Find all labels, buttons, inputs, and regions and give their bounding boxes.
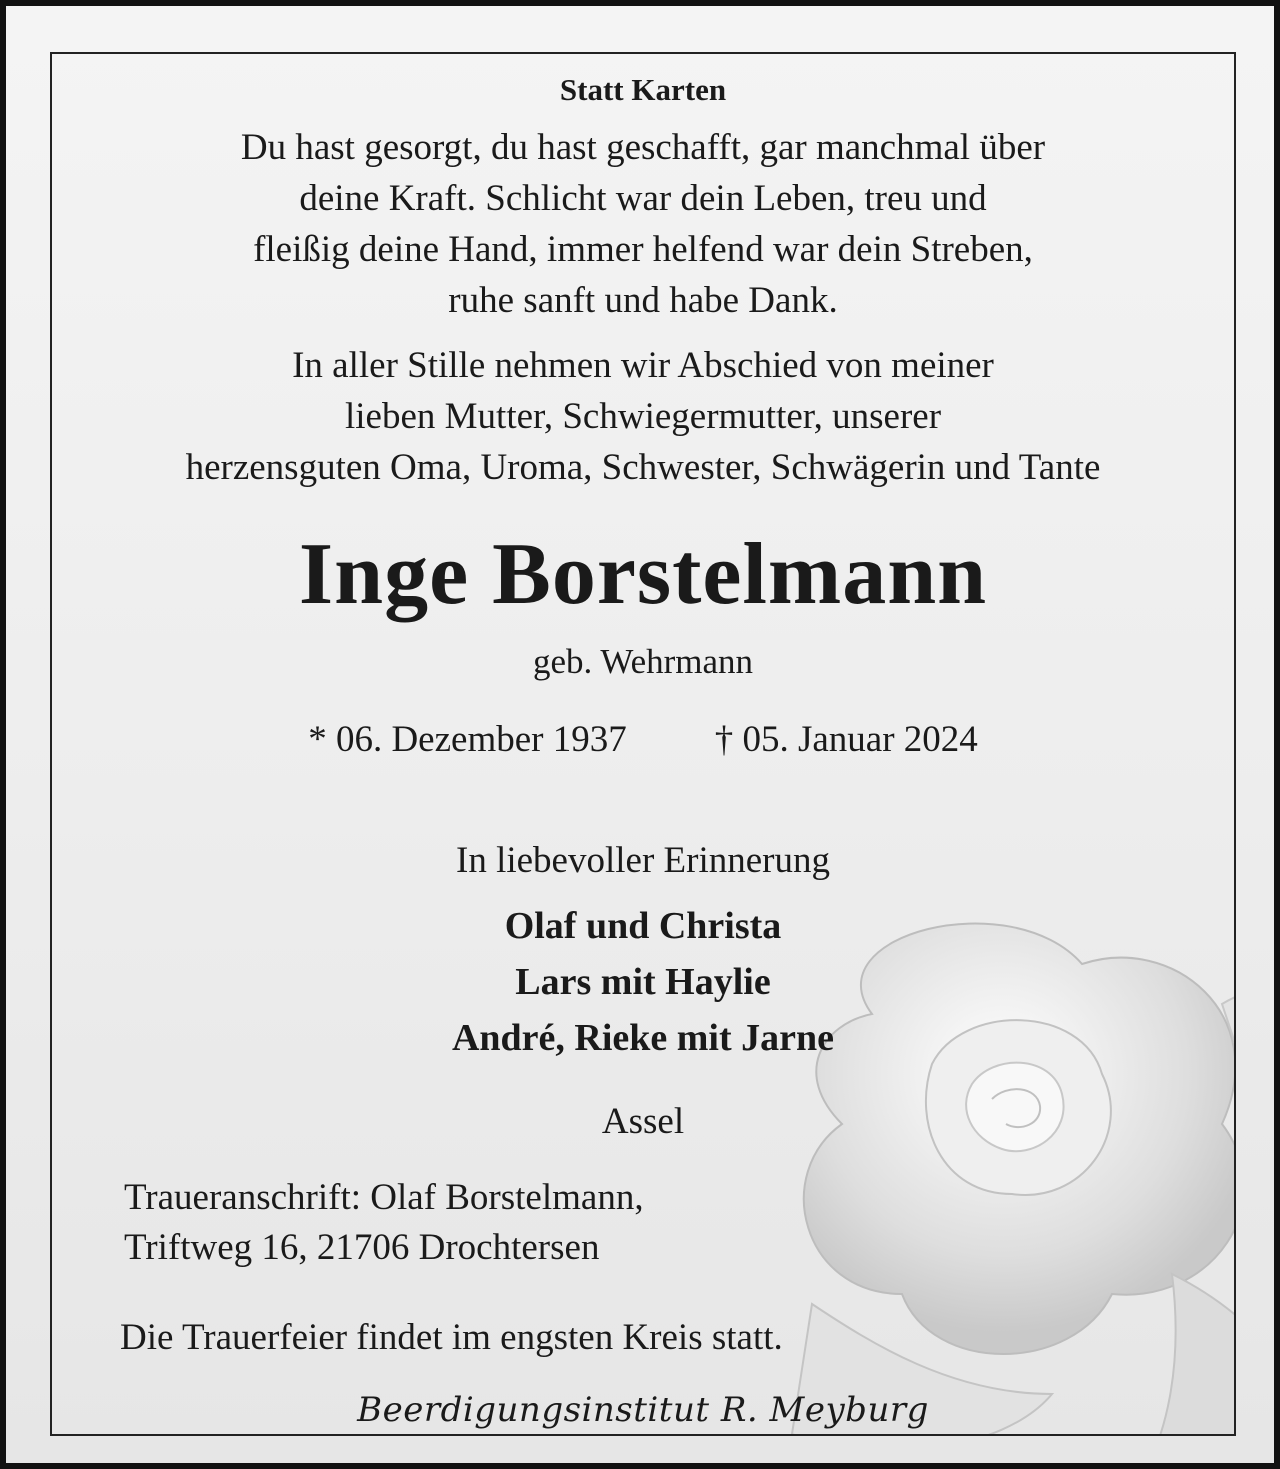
farewell-line: In aller Stille nehmen wir Abschied von meiner [292,345,994,386]
mourning-address-line: Traueranschrift: Olaf Borstelmann, [124,1177,644,1218]
birth-name: geb. Wehrmann [532,642,754,681]
life-dates [52,718,1234,761]
poem-line: Du hast gesorgt, du hast geschafft, gar manchmal über [240,127,1046,168]
birth-date: * 06. Dezember 1937 [308,719,627,760]
mourner-name: Olaf und Christa [504,905,782,947]
place-name: Assel [601,1101,685,1142]
farewell-line: lieben Mutter, Schwiegermutter, unserer [344,396,942,437]
poem-line: ruhe sanft und habe Dank. [448,280,838,321]
ceremony-note: Die Trauerfeier findet im engsten Kreis statt. [120,1317,783,1358]
farewell-line: herzensguten Oma, Uroma, Schwester, Schwägerin und Tante [185,447,1101,488]
poem-line: fleißig deine Hand, immer helfend war dein Streben, [253,229,1033,270]
notice-frame [50,52,1236,1436]
deceased-name: Inge Borstelmann [298,526,988,623]
notice-header: Statt Karten [559,72,727,107]
mourning-address-line: Triftweg 16, 21706 Drochtersen [124,1227,600,1268]
death-date: † 05. Januar 2024 [714,719,978,760]
poem-line: deine Kraft. Schlicht war dein Leben, treu und [299,178,987,219]
memory-line: In liebevoller Erinnerung [456,840,830,881]
funeral-home-signature: Beerdigungsinstitut R. Meyburg [357,1390,929,1430]
mourner-name: Lars mit Haylie [515,961,771,1003]
mourner-name: André, Rieke mit Jarne [451,1017,835,1059]
